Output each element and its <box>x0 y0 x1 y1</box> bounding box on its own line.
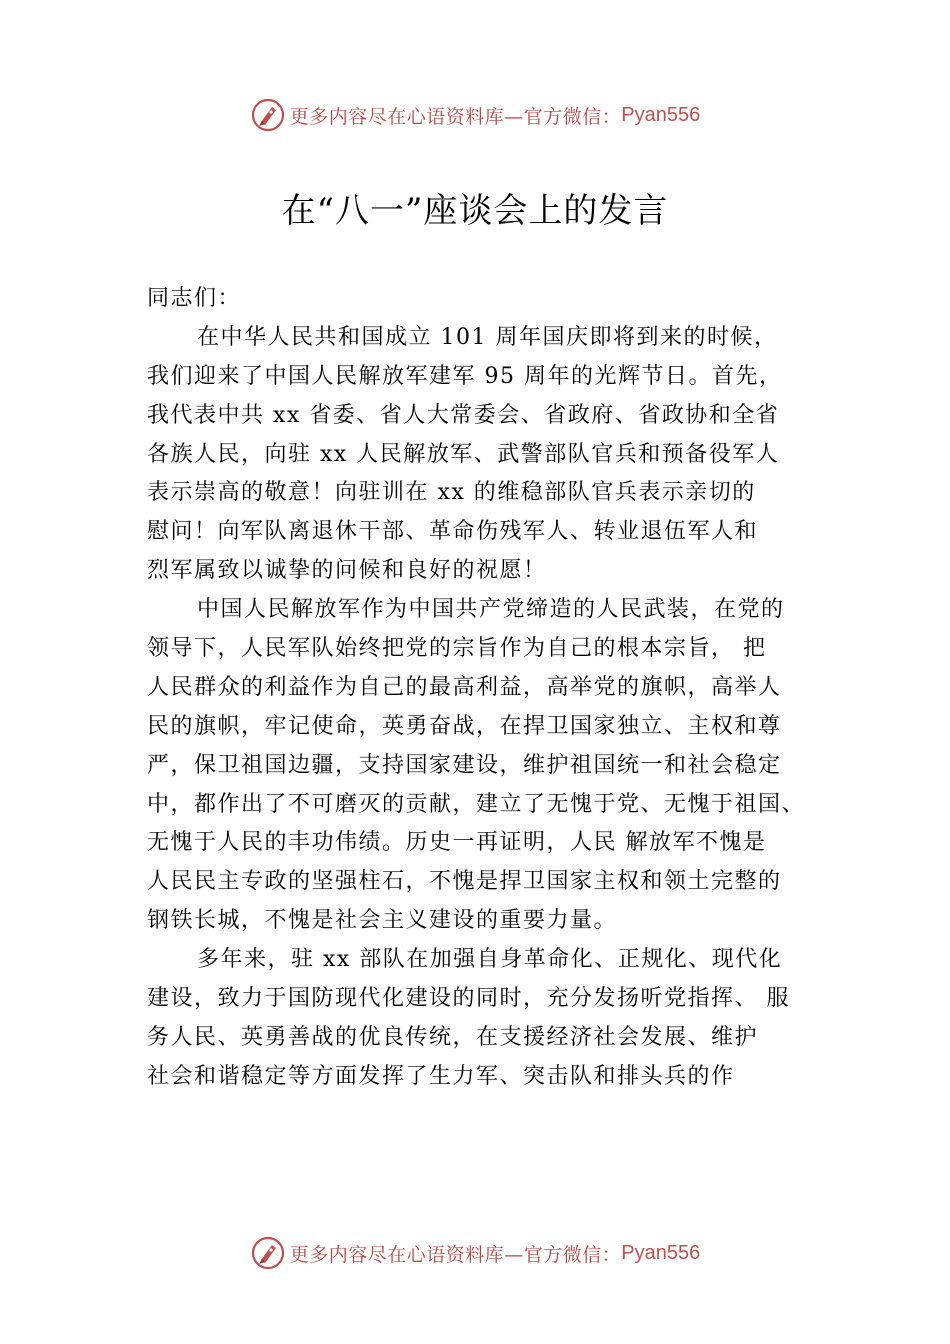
paragraph-line: 无愧于人民的丰功伟绩。历史一再证明，人民 解放军不愧是 <box>147 830 767 856</box>
paragraph-line: 建设，致力于国防现代化建设的同时，充分发扬听党指挥、 服 <box>147 986 790 1012</box>
paragraph-line: 中，都作出了不可磨灭的贡献，建立了无愧于党、无愧于祖国、 <box>147 791 806 817</box>
paragraph-line: 中国人民解放军作为中国共产党缔造的人民武装，在党的 <box>197 597 785 623</box>
paragraph-line: 人民群众的利益作为自己的最高利益，高举党的旗帜，高举人 <box>147 674 782 700</box>
paragraph-line: 表示崇高的敬意！向驻训在 xx 的维稳部队官兵表示亲切的 <box>147 480 756 506</box>
paragraph-line: 我们迎来了中国人民解放军建军 95 周年的光辉节日。首先， <box>147 363 783 389</box>
paragraph-line: 慰问！向军队离退休干部、革命伤残军人、转业退伍军人和 <box>147 519 759 545</box>
watermark-wechat-id: Pyan556 <box>621 1241 701 1264</box>
watermark-text: 更多内容尽在心语资料库—官方微信： <box>289 1243 622 1266</box>
paragraph-line: 在中华人民共和国成立 101 周年国庆即将到来的时候， <box>197 324 778 350</box>
paragraph-line: 多年来，驻 xx 部队在加强自身革命化、正规化、现代化 <box>197 947 783 973</box>
pen-nib-logo-icon <box>250 1235 286 1271</box>
paragraph-line: 各族人民，向驻 xx 人民解放军、武警部队官兵和预备役军人 <box>147 441 780 467</box>
paragraph-line: 人民民主专政的坚强柱石，不愧是捍卫国家主权和领土完整的 <box>147 869 782 895</box>
header-watermark <box>0 95 950 135</box>
footer-watermark <box>0 1233 950 1273</box>
paragraph-line: 领导下，人民军队始终把党的宗旨作为自己的根本宗旨， 把 <box>147 636 767 662</box>
watermark-text: 更多内容尽在心语资料库—官方微信： <box>289 105 622 128</box>
paragraph-line: 严，保卫祖国边疆，支持国家建设，维护祖国统一和社会稳定 <box>147 752 782 778</box>
watermark-wechat-id: Pyan556 <box>621 103 701 126</box>
salutation: 同志们： <box>147 286 242 311</box>
paragraph-line: 钢铁长城，不愧是社会主义建设的重要力量。 <box>147 908 618 934</box>
document-body <box>147 280 847 1097</box>
pen-nib-logo-icon <box>250 97 286 133</box>
document-title: 在“八一”座谈会上的发言 <box>281 191 669 231</box>
paragraph-line: 我代表中共 xx 省委、省人大常委会、省政府、省政协和全省 <box>147 402 780 428</box>
paragraph-line: 社会和谐稳定等方面发挥了生力军、突击队和排头兵的作 <box>147 1063 735 1089</box>
paragraph-line: 民的旗帜，牢记使命，英勇奋战，在捍卫国家独立、主权和尊 <box>147 713 782 739</box>
paragraph-line: 务人民、英勇善战的优良传统，在支援经济社会发展、维护 <box>147 1024 759 1050</box>
paragraph-line: 烈军属致以诚挚的问候和良好的祝愿！ <box>147 558 547 584</box>
